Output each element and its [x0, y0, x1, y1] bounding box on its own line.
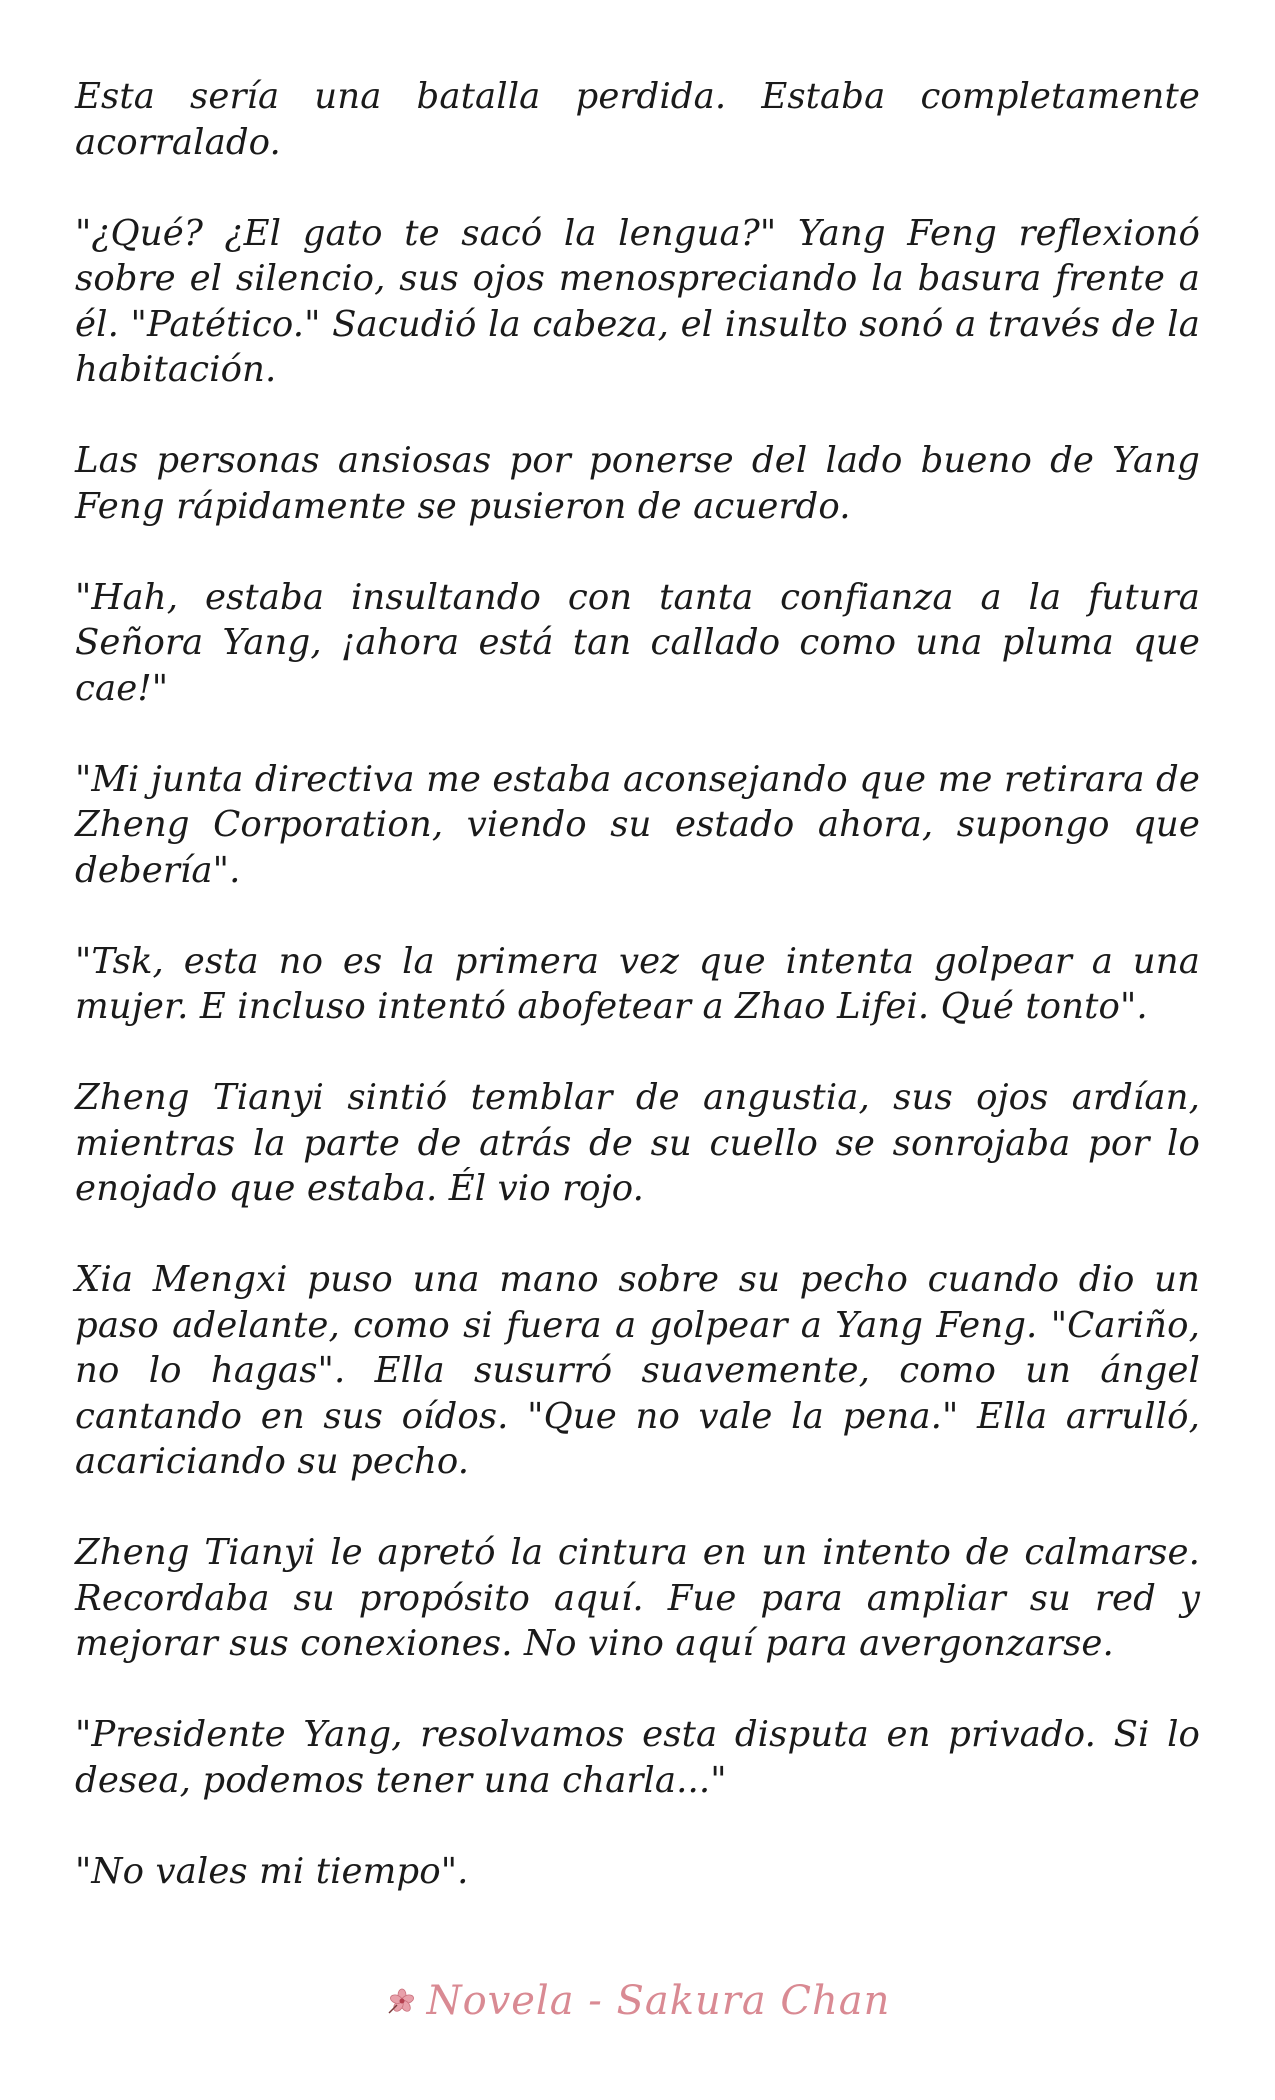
paragraph-11: "No vales mi tiempo". — [75, 1850, 469, 1892]
chapter-text — [75, 74, 1200, 1894]
sakura-flower-icon — [385, 1981, 419, 2027]
paragraph-10: "Presidente Yang, resolvamos esta disputa en privado. Si lo desea, podemos tener una charla..." — [75, 1714, 1200, 1801]
paragraph-3: Las personas ansiosas por ponerse del lado bueno de Yang Feng rápidamente se pusieron de acuerdo. — [75, 440, 1200, 527]
paragraph-1: Esta sería una batalla perdida. Estaba completamente acorralado. — [75, 76, 1200, 163]
paragraph-6: "Tsk, esta no es la primera vez que intenta golpear a una mujer. E incluso intentó abofetear a Zhao Lifei. Qué tonto". — [75, 940, 1200, 1027]
paragraph-5: "Mi junta directiva me estaba aconsejando que me retirara de Zheng Corporation, viendo su estado ahora, supongo que debería". — [75, 758, 1200, 891]
watermark-text: Novela - Sakura Chan — [426, 1978, 891, 2024]
paragraph-9: Zheng Tianyi le apretó la cintura en un intento de calmarse. Recordaba su propósito aquí. Fue para ampliar su red y mejorar sus conexiones. No vino aquí para avergonzarse. — [75, 1532, 1200, 1664]
paragraph-8: Xia Mengxi puso una mano sobre su pecho cuando dio un paso adelante, como si fuera a golpear a Yang Feng. "Cariño, no lo hagas". Ella susurró suavemente, como un ángel cantando en sus oídos. "Que no vale la pena." Ella arrulló, acariciando su pecho. — [75, 1259, 1200, 1482]
watermark — [0, 1978, 1275, 2027]
paragraph-2: "¿Qué? ¿El gato te sacó la lengua?" Yang Feng reflexionó sobre el silencio, sus ojos menospreciando la basura frente a él. "Patético." Sacudió la cabeza, el insulto sonó a través de la habitación. — [75, 212, 1200, 390]
paragraph-7: Zheng Tianyi sintió temblar de angustia, sus ojos ardían, mientras la parte de atrás de su cuello se sonrojaba por lo enojado que estaba. Él vio rojo. — [75, 1077, 1200, 1209]
paragraph-4: "Hah, estaba insultando con tanta confianza a la futura Señora Yang, ¡ahora está tan callado como una pluma que cae!" — [75, 576, 1200, 709]
